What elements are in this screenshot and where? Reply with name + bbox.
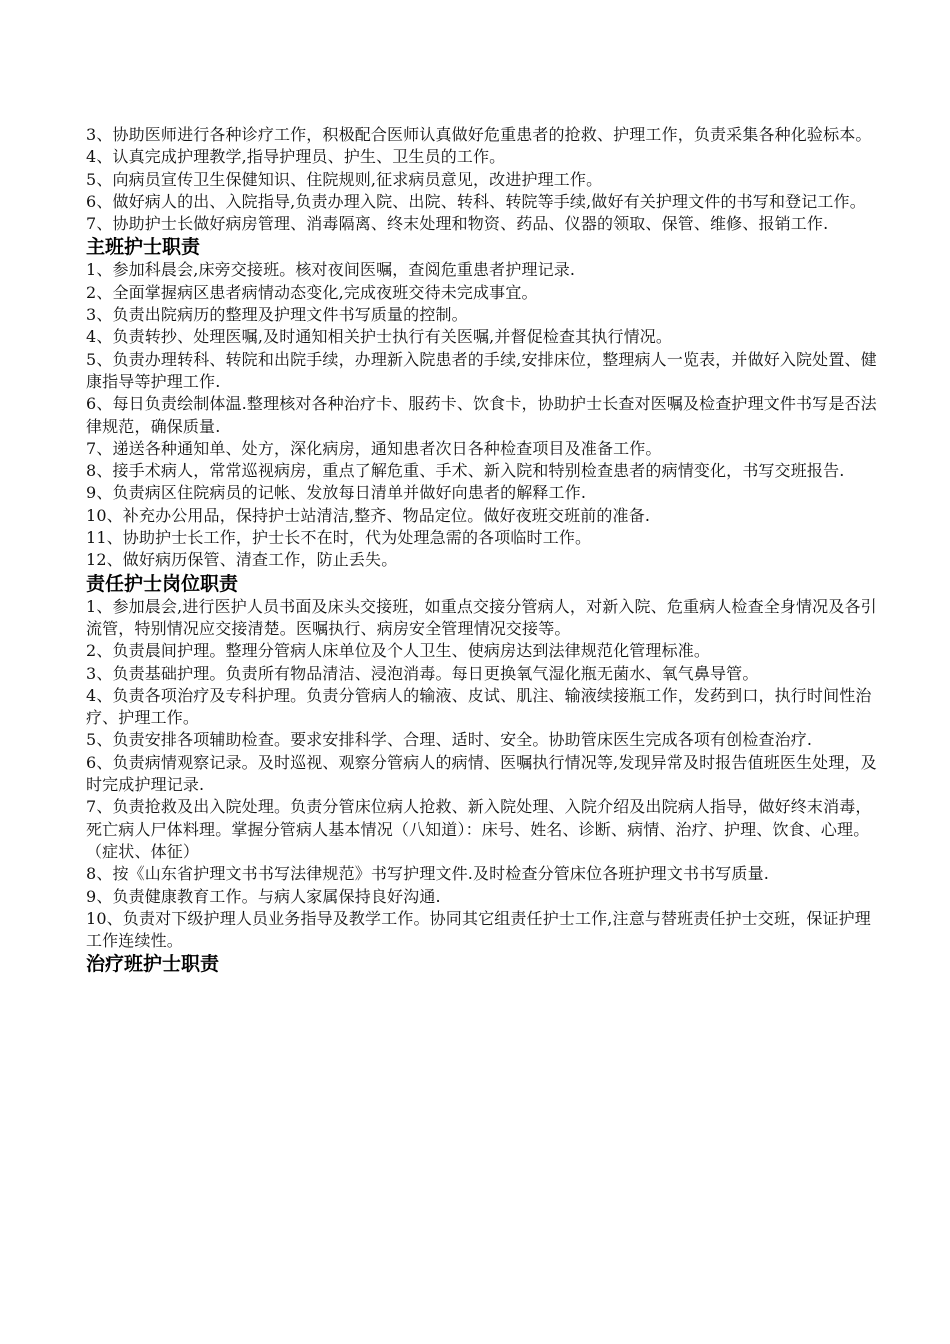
list-item: 11、协助护士长工作，护士长不在时，代为处理急需的各项临时工作。 <box>86 528 592 548</box>
intro-item-3: 3、协助医师进行各种诊疗工作，积极配合医师认真做好危重患者的抢救、护理工作，负责采集各种化验标本。 <box>86 125 872 144</box>
list-item: 4、负责各项治疗及专科护理。负责分管病人的输液、皮试、肌注、输液续接瓶工作，发药到口，执行时间性治疗、护理工作。 <box>86 685 872 728</box>
intro-item-4: 4、认真完成护理教学,指导护理员、护生、卫生员的工作。 <box>86 147 506 167</box>
intro-item-7: 7、协助护士长做好病房管理、消毒隔离、终末处理和物资、药品、仪器的领取、保管、维修、报销工作. <box>86 214 829 234</box>
list-item: 10、补充办公用品，保持护士站清洁,整齐、物品定位。做好夜班交班前的准备. <box>86 505 651 525</box>
list-item: 8、接手术病人，常常巡视病房，重点了解危重、手术、新入院和特别检查患者的病情变化，书写交班报告. <box>86 461 845 481</box>
section-responsible-nurse <box>86 572 886 953</box>
list-item: 10、负责对下级护理人员业务指导及教学工作。协同其它组责任护士工作,注意与替班责任护士交班，保证护理工作连续性。 <box>86 908 871 951</box>
section-heading: 责任护士岗位职责 <box>86 572 239 595</box>
intro-list <box>86 124 886 235</box>
list-item: 1、参加科晨会,床旁交接班。核对夜间医嘱，查阅危重患者护理记录. <box>86 260 576 280</box>
list-item: 5、负责办理转科、转院和出院手续，办理新入院患者的手续,安排床位，整理病人一览表，并做好入院处置、健康指导等护理工作. <box>86 349 877 391</box>
list-item: 1、参加晨会,进行医护人员书面及床头交接班，如重点交接分管病人，对新入院、危重病人检查全身情况及各引流管，特别情况应交接清楚。医嘱执行、病房安全管理情况交接等。 <box>86 596 877 638</box>
list-item: 6、负责病情观察记录。及时巡视、观察分管病人的病情、医嘱执行情况等,发现异常及时报告值班医生处理，及时完成护理记录. <box>86 752 877 795</box>
list-item: 3、负责基础护理。负责所有物品清洁、浸泡消毒。每日更换氧气湿化瓶无菌水、氧气鼻导管。 <box>86 663 759 683</box>
list-item: 3、负责出院病历的整理及护理文件书写质量的控制。 <box>86 305 468 325</box>
list-item: 2、全面掌握病区患者病情动态变化,完成夜班交待未完成事宜。 <box>86 282 538 302</box>
list-item: 8、按《山东省护理文书书写法律规范》书写护理文件.及时检查分管床位各班护理文书书写质量. <box>86 864 769 884</box>
list-item: 9、负责病区住院病员的记帐、发放每日清单并做好向患者的解释工作. <box>86 483 587 503</box>
list-item: 4、负责转抄、处理医嘱,及时通知相关护士执行有关医嘱,并督促检查其执行情况。 <box>86 327 673 347</box>
list-item: 7、负责抢救及出入院处理。负责分管床位病人抢救、新入院处理、入院介绍及出院病人指导，做好终末消毒，死亡病人尸体料理。掌握分管病人基本情况（八知道）：床号、姓名、诊断、病情、治疗、护理、饮食、心理。（症状、体征） <box>86 797 872 861</box>
section-heading: 主班护士职责 <box>86 236 201 259</box>
list-item: 5、负责安排各项辅助检查。要求安排科学、合理、适时、安全。协助管床医生完成各项有创检查治疗. <box>86 730 813 750</box>
list-item: 9、负责健康教育工作。与病人家属保持良好沟通. <box>86 886 441 906</box>
intro-item-5: 5、向病员宣传卫生保健知识、住院规则,征求病员意见，改进护理工作。 <box>86 169 603 189</box>
list-item: 6、每日负责绘制体温.整理核对各种治疗卡、服药卡、饮食卡，协助护士长查对医嘱及检查护理文件书写是否法律规范，确保质量. <box>86 394 877 436</box>
section-main-shift-nurse <box>86 235 886 571</box>
list-item: 7、递送各种通知单、处方，深化病房，通知患者次日各种检查项目及准备工作。 <box>86 438 662 458</box>
document-page <box>86 124 886 976</box>
list-item: 2、负责晨间护理。整理分管病人床单位及个人卫生、使病房达到法律规范化管理标准。 <box>86 641 711 661</box>
list-item: 12、做好病历保管、清查工作，防止丢失。 <box>86 550 398 570</box>
section-treatment-nurse <box>86 952 886 976</box>
section-heading: 治疗班护士职责 <box>86 953 220 976</box>
intro-item-6: 6、做好病人的出、入院指导,负责办理入院、出院、转科、转院等手续,做好有关护理文件的书写和登记工作。 <box>86 191 866 211</box>
